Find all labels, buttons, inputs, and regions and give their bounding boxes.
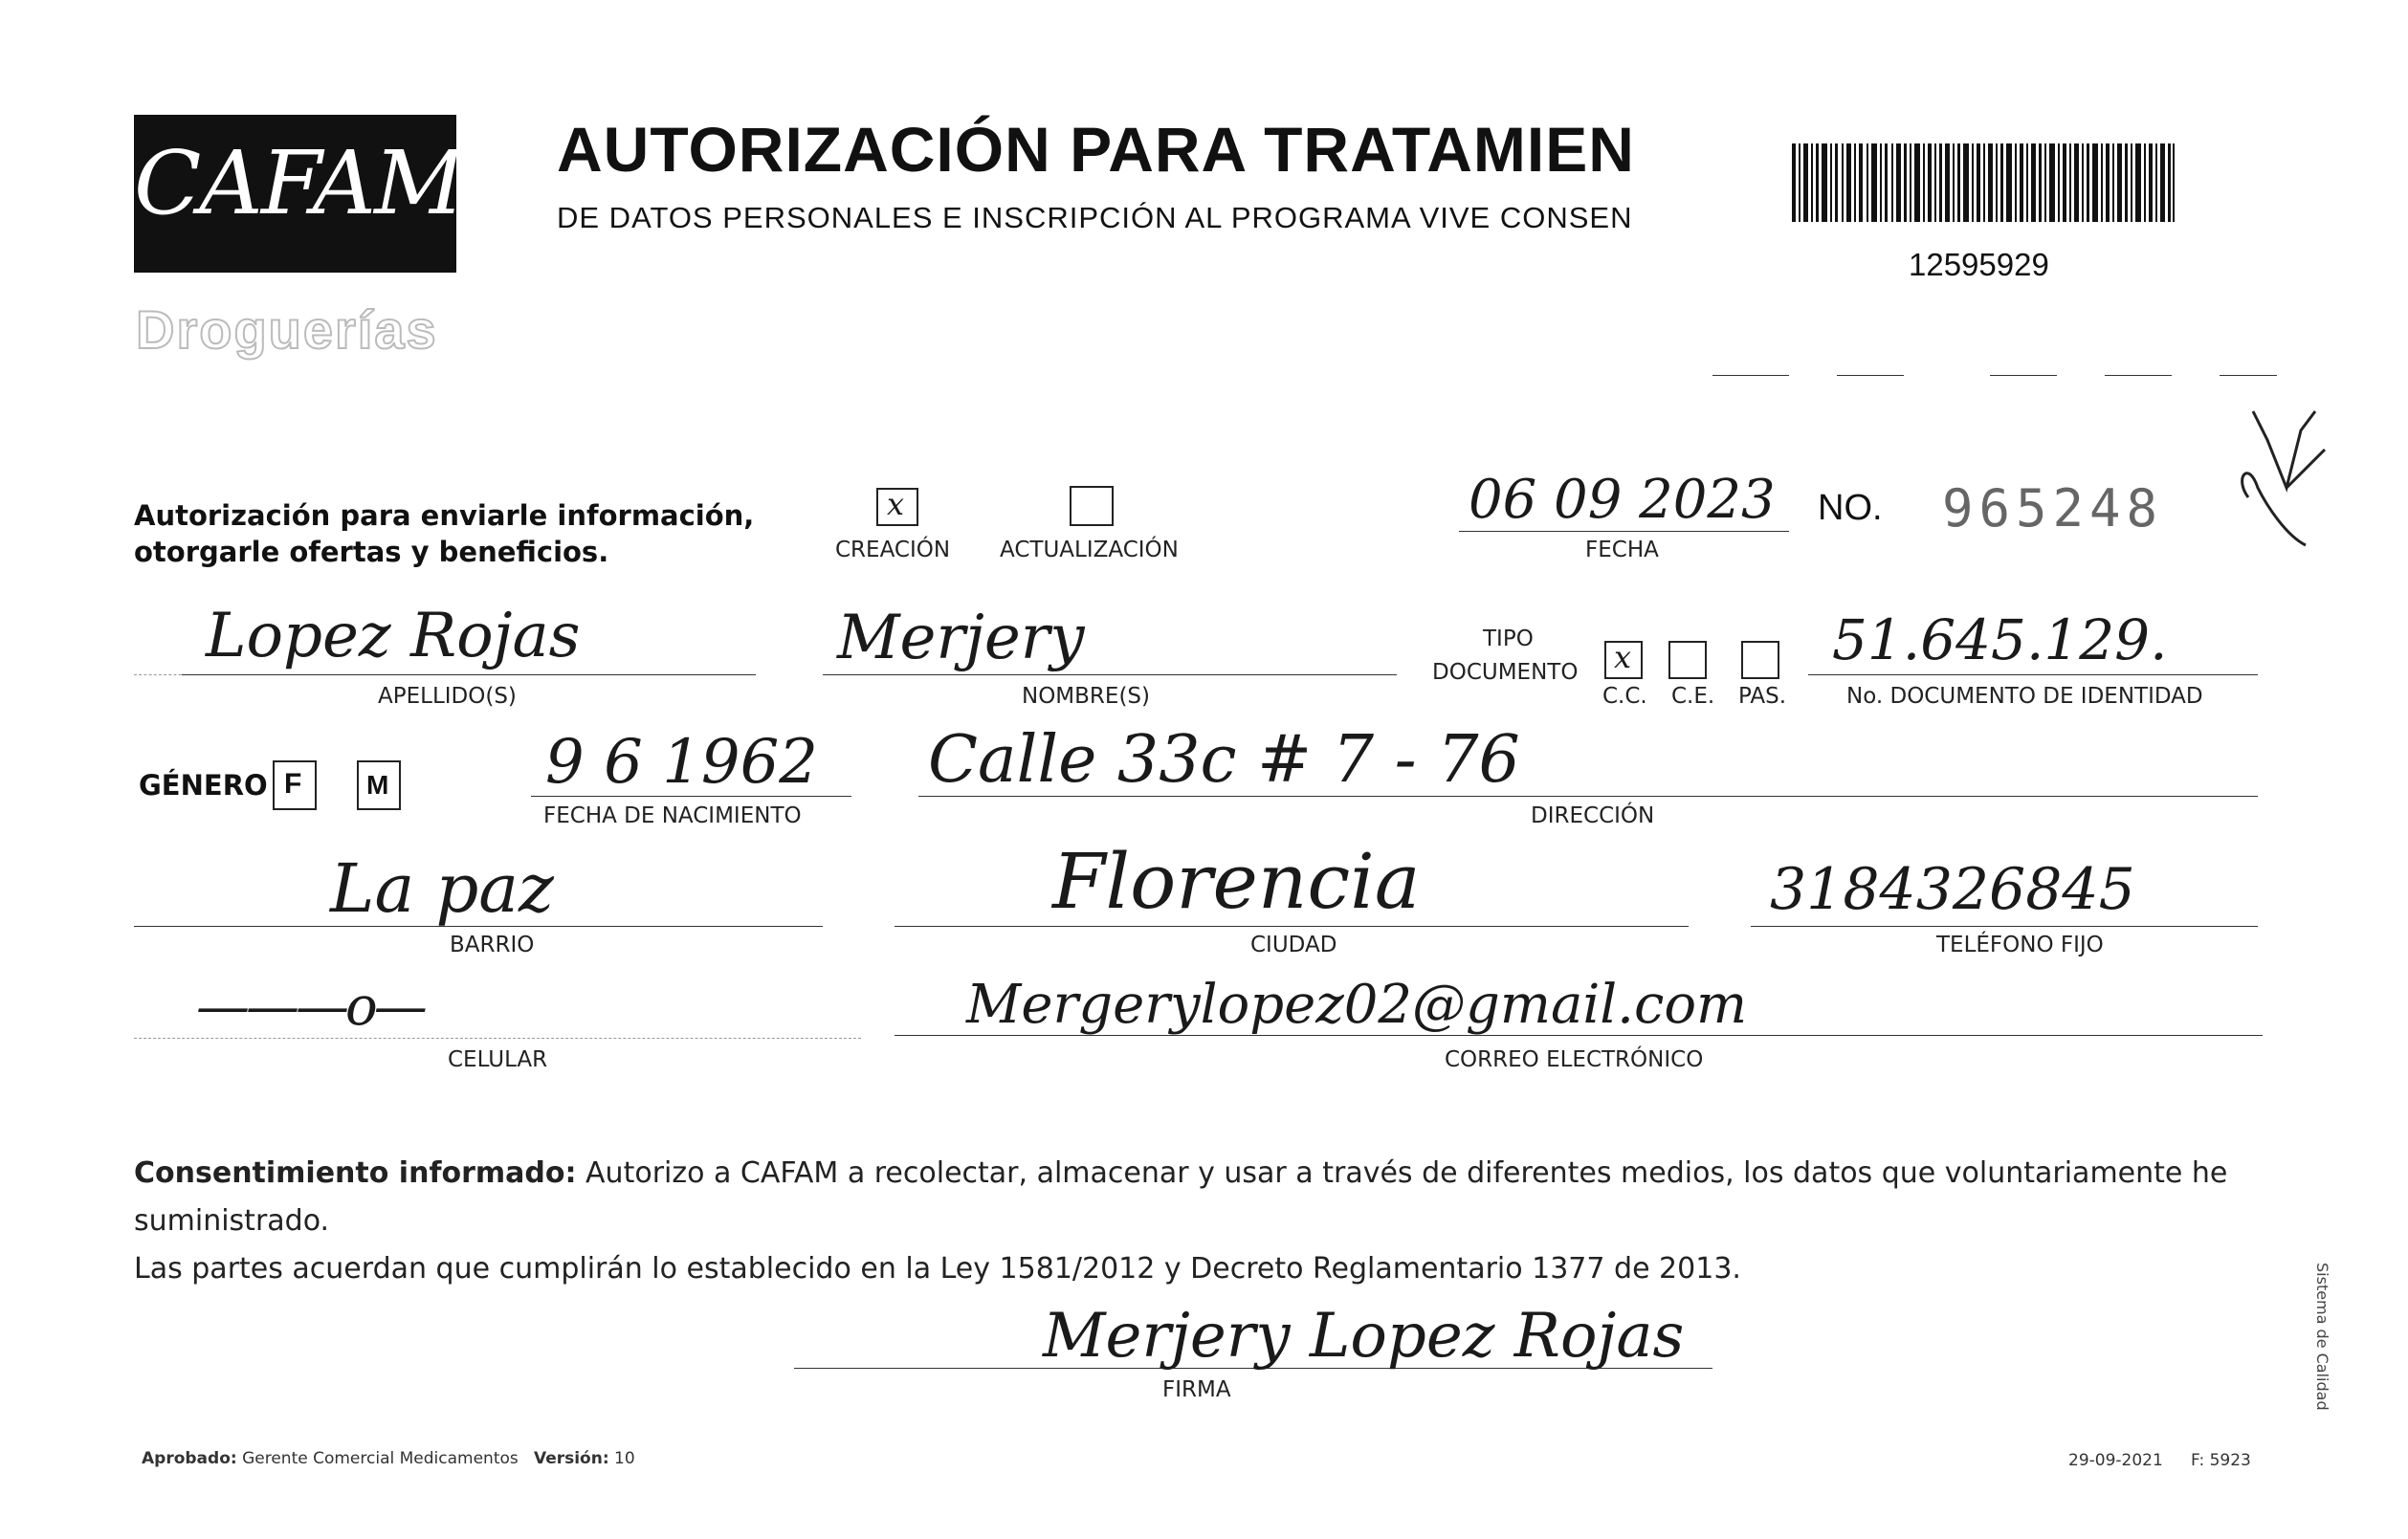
documento-tipo-label: DOCUMENTO xyxy=(1432,660,1579,685)
genero-m-label: M xyxy=(366,770,389,800)
consent-lead: Consentimiento informado: xyxy=(134,1156,577,1190)
genero-f-checkbox[interactable] xyxy=(273,760,317,810)
signature-value[interactable]: Merjery Lopez Rojas xyxy=(1043,1301,1685,1372)
apellido-line xyxy=(182,674,756,675)
barcode-number: 12595929 xyxy=(1909,247,2049,282)
nombre-value[interactable]: Merjery xyxy=(837,603,1085,673)
barcode-icon xyxy=(1792,143,2175,222)
consent-text-line2: Las partes acuerdan que cumplirán lo establecido en la Ley 1581/2012 y Decreto Reglamentario 1377 de 2013. xyxy=(134,1252,1741,1286)
pas-label: PAS. xyxy=(1738,684,1787,709)
actualizacion-checkbox[interactable] xyxy=(1070,486,1114,526)
divider xyxy=(2220,375,2277,376)
dotted-guide xyxy=(134,1038,861,1039)
celular-label: CELULAR xyxy=(448,1047,548,1072)
barrio-value[interactable]: La paz xyxy=(330,849,554,928)
ce-checkbox[interactable] xyxy=(1668,641,1707,679)
nombre-label: NOMBRE(S) xyxy=(1022,684,1150,709)
nacimiento-label: FECHA DE NACIMIENTO xyxy=(543,803,802,828)
logo-subtext: Droguerías xyxy=(136,299,438,360)
footer-code: F: 5923 xyxy=(2191,1451,2251,1470)
form-title: AUTORIZACIÓN PARA TRATAMIEN xyxy=(557,114,1635,185)
barrio-label: BARRIO xyxy=(450,933,535,957)
divider xyxy=(1712,375,1789,376)
fecha-value[interactable]: 06 09 2023 xyxy=(1469,469,1776,531)
creacion-checkbox[interactable] xyxy=(876,488,918,526)
correo-value[interactable]: Mergerylopez02@gmail.com xyxy=(966,974,1748,1036)
cc-mark: x xyxy=(1614,639,1632,675)
actualizacion-label: ACTUALIZACIÓN xyxy=(1000,538,1179,562)
creacion-mark: x xyxy=(887,486,905,522)
ciudad-value[interactable]: Florencia xyxy=(1052,837,1421,926)
documento-label: No. DOCUMENTO DE IDENTIDAD xyxy=(1846,684,2203,709)
aprobado-label: Aprobado: xyxy=(142,1449,237,1468)
form-subtitle: DE DATOS PERSONALES E INSCRIPCIÓN AL PROGRAMA VIVE CONSEN xyxy=(557,201,1633,234)
aprobado-value: Gerente Comercial Medicamentos xyxy=(242,1449,519,1468)
telefono-line xyxy=(1751,926,2258,927)
authorization-label-line1: Autorización para enviarle información, xyxy=(134,499,755,532)
celular-value[interactable]: ———o— xyxy=(196,976,424,1038)
direccion-label: DIRECCIÓN xyxy=(1531,803,1655,828)
genero-label: GÉNERO xyxy=(139,769,268,802)
fecha-line xyxy=(1459,531,1789,532)
firma-label: FIRMA xyxy=(1162,1377,1231,1402)
consent-paragraph xyxy=(134,1150,2277,1293)
authorization-label-line2: otorgarle ofertas y beneficios. xyxy=(134,536,609,568)
direccion-value[interactable]: Calle 33c # 7 - 76 xyxy=(928,722,1520,798)
ciudad-line xyxy=(895,926,1689,927)
apellido-value[interactable]: Lopez Rojas xyxy=(206,601,581,671)
ce-label: C.E. xyxy=(1671,684,1715,709)
cc-checkbox[interactable] xyxy=(1604,641,1643,679)
divider xyxy=(2105,375,2172,376)
ciudad-label: CIUDAD xyxy=(1250,933,1337,957)
documento-line xyxy=(1808,674,2258,675)
divider xyxy=(1990,375,2057,376)
creacion-label: CREACIÓN xyxy=(835,538,951,562)
logo-text: CAFAM xyxy=(134,132,463,234)
divider xyxy=(1837,375,1904,376)
nacimiento-value[interactable]: 9 6 1962 xyxy=(545,727,818,798)
telefono-value[interactable]: 3184326845 xyxy=(1770,856,2135,923)
initials-scribble xyxy=(2229,402,2334,555)
footer-date: 29-09-2021 xyxy=(2068,1451,2163,1470)
tipo-label: TIPO xyxy=(1483,627,1534,651)
genero-m-checkbox[interactable] xyxy=(357,760,401,810)
no-value: 965248 xyxy=(1942,478,2164,539)
version-label: Versión: xyxy=(533,1449,609,1468)
no-label: NO. xyxy=(1818,488,1883,528)
documento-value[interactable]: 51.645.129. xyxy=(1832,607,2168,672)
version-value: 10 xyxy=(614,1449,635,1468)
side-text: Sistema de Calidad xyxy=(2313,1263,2331,1411)
genero-f-label: F xyxy=(284,768,302,800)
correo-label: CORREO ELECTRÓNICO xyxy=(1445,1047,1704,1072)
consent-text-line1: Autorizo a CAFAM a recolectar, almacenar y usar a través de diferentes medios, los datos que voluntariamente he suministrado. xyxy=(134,1156,2228,1238)
fecha-label: FECHA xyxy=(1585,538,1659,562)
pas-checkbox[interactable] xyxy=(1741,641,1779,679)
cc-label: C.C. xyxy=(1602,684,1647,709)
nombre-line xyxy=(823,674,1397,675)
telefono-label: TELÉFONO FIJO xyxy=(1936,933,2104,957)
apellido-label: APELLIDO(S) xyxy=(378,684,517,709)
